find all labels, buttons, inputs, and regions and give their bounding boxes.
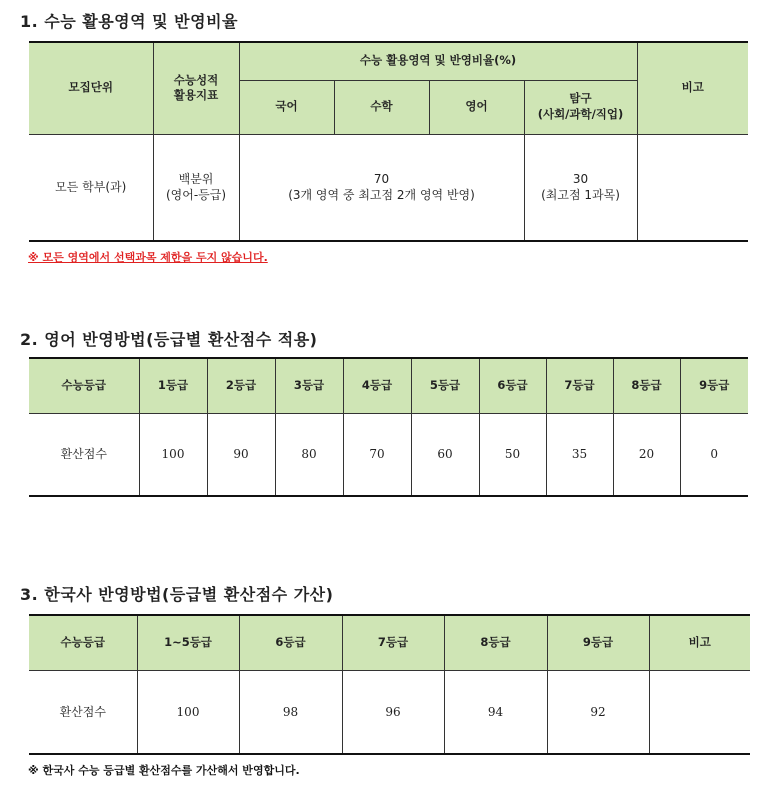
header-unit: 모집단위 xyxy=(29,42,153,134)
grade-3: 3등급 xyxy=(275,358,343,413)
english-score-table xyxy=(29,357,748,497)
header-remark: 비고 xyxy=(637,42,748,134)
history-remark-header: 비고 xyxy=(649,615,750,670)
row-index-line2: (영어-등급) xyxy=(165,188,227,203)
header-index-line1: 수능성적 xyxy=(173,72,219,87)
grade-4: 4등급 xyxy=(343,358,411,413)
area-ratio-table xyxy=(29,41,748,242)
grade-6: 6등급 xyxy=(479,358,546,413)
grade-5: 5등급 xyxy=(411,358,479,413)
section3-note: ※ 한국사 수능 등급별 환산점수를 가산해서 반영합니다. xyxy=(28,764,300,777)
score-7: 35 xyxy=(546,413,613,496)
header-korean: 국어 xyxy=(239,80,334,134)
history-remark xyxy=(649,670,750,754)
header-inquiry xyxy=(524,80,637,134)
score-6: 50 xyxy=(479,413,546,496)
header-index-line2: 활용지표 xyxy=(173,88,219,103)
history-score-6: 98 xyxy=(239,670,342,754)
header-inquiry-line2: (사회/과학/직업) xyxy=(537,107,624,121)
row-core-value: 70 xyxy=(373,172,390,187)
section2-title: 2. 영어 반영방법(등급별 환산점수 적용) xyxy=(20,330,318,349)
row-index xyxy=(153,134,239,241)
score-3: 80 xyxy=(275,413,343,496)
row-core-note: (3개 영역 중 최고점 2개 영역 반영) xyxy=(288,188,475,203)
header-inquiry-line1: 탐구 xyxy=(569,91,592,106)
score-5: 60 xyxy=(411,413,479,496)
grade-9: 9등급 xyxy=(680,358,748,413)
score-row-label: 환산점수 xyxy=(29,413,139,496)
score-1: 100 xyxy=(139,413,207,496)
header-math: 수학 xyxy=(334,80,429,134)
history-grade-9: 9등급 xyxy=(547,615,649,670)
header-ratio-group: 수능 활용영역 및 반영비율(%) xyxy=(239,42,637,80)
history-score-8: 94 xyxy=(444,670,547,754)
score-8: 20 xyxy=(613,413,680,496)
grade-7: 7등급 xyxy=(546,358,613,413)
header-index xyxy=(153,42,239,134)
history-grade-7: 7등급 xyxy=(342,615,444,670)
score-9: 0 xyxy=(680,413,748,496)
grade-header-label: 수능등급 xyxy=(29,358,139,413)
row-core-ratio xyxy=(239,134,524,241)
row-inquiry-note: (최고점 1과목) xyxy=(541,188,620,203)
row-inquiry-ratio xyxy=(524,134,637,241)
grade-8: 8등급 xyxy=(613,358,680,413)
history-grade-6: 6등급 xyxy=(239,615,342,670)
grade-1: 1등급 xyxy=(139,358,207,413)
row-unit: 모든 학부(과) xyxy=(29,134,153,241)
section1-note: ※ 모든 영역에서 선택과목 제한을 두지 않습니다. xyxy=(28,251,268,264)
history-score-7: 96 xyxy=(342,670,444,754)
section1-title: 1. 수능 활용영역 및 반영비율 xyxy=(20,12,239,31)
history-score-row-label: 환산점수 xyxy=(29,670,137,754)
history-score-1-5: 100 xyxy=(137,670,239,754)
header-english: 영어 xyxy=(429,80,524,134)
score-4: 70 xyxy=(343,413,411,496)
history-score-9: 92 xyxy=(547,670,649,754)
korean-history-table xyxy=(29,614,750,755)
grade-2: 2등급 xyxy=(207,358,275,413)
history-grade-header-label: 수능등급 xyxy=(29,615,137,670)
history-grade-8: 8등급 xyxy=(444,615,547,670)
row-remark xyxy=(637,134,748,241)
row-index-line1: 백분위 xyxy=(178,172,214,187)
history-grade-1-5: 1~5등급 xyxy=(137,615,239,670)
section3-title: 3. 한국사 반영방법(등급별 환산점수 가산) xyxy=(20,585,334,604)
score-2: 90 xyxy=(207,413,275,496)
row-inquiry-value: 30 xyxy=(572,172,589,187)
